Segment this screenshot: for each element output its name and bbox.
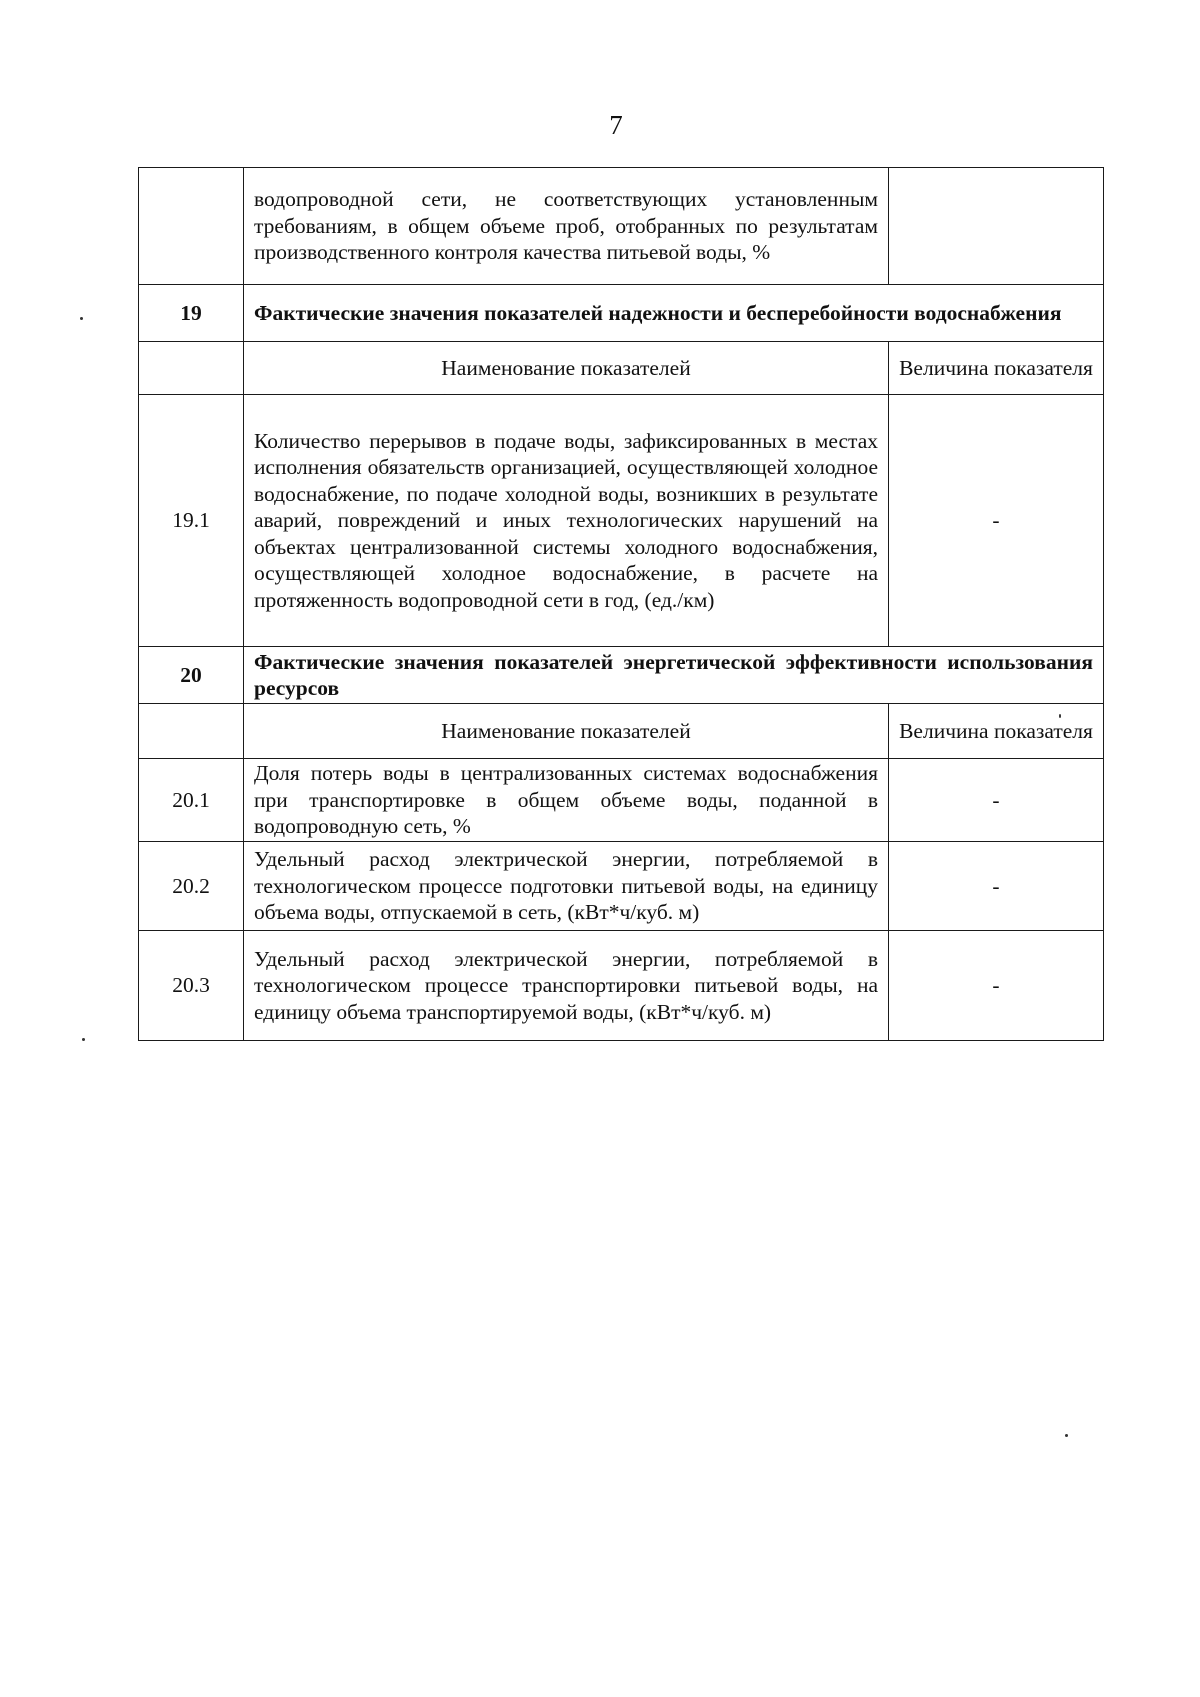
scan-speck [80, 317, 83, 320]
indicator-description: Удельный расход электрической энергии, потребляемой в технологическом процессе подготовки питьевой воды, на единицу объема воды, отпускаемой в сеть, (кВт*ч/куб. м) [244, 842, 889, 931]
row-number: 19.1 [139, 395, 244, 647]
scan-speck [1065, 1434, 1068, 1437]
section-row [139, 285, 1104, 342]
section-number: 19 [139, 285, 244, 342]
header-indicator-value: Величина показателя [889, 704, 1104, 759]
indicator-value: - [889, 759, 1104, 842]
section-title: Фактические значения показателей надежности и бесперебойности водоснабжения [244, 285, 1104, 342]
indicator-value: - [889, 842, 1104, 931]
row-number [139, 168, 244, 285]
section-number: 20 [139, 647, 244, 704]
page-number: 7 [609, 110, 623, 140]
row-number: 20.1 [139, 759, 244, 842]
row-number: 20.3 [139, 931, 244, 1041]
section-title: Фактические значения показателей энергетической эффективности использования ресурсов [244, 647, 1104, 704]
column-header-row [139, 342, 1104, 395]
table-row [139, 395, 1104, 647]
indicator-description: Доля потерь воды в централизованных системах водоснабжения при транспортировке в общем объеме воды, поданной в водопроводную сеть, % [244, 759, 889, 842]
header-empty-cell [139, 342, 244, 395]
indicator-description: водопроводной сети, не соответствующих установленным требованиям, в общем объеме проб, отобранных по результатам производственного контроля качества питьевой воды, % [244, 168, 889, 285]
header-indicator-value: Величина показателя [889, 342, 1104, 395]
row-number: 20.2 [139, 842, 244, 931]
column-header-row [139, 704, 1104, 759]
table-row [139, 931, 1104, 1041]
indicators-table [138, 167, 1104, 1041]
continuation-row [139, 168, 1104, 285]
header-indicator-name: Наименование показателей [244, 342, 889, 395]
section-row [139, 647, 1104, 704]
header-empty-cell [139, 704, 244, 759]
table-row [139, 842, 1104, 931]
header-indicator-name: Наименование показателей [244, 704, 889, 759]
indicator-value [889, 168, 1104, 285]
scan-speck [82, 1038, 85, 1041]
scan-speck [1059, 714, 1061, 718]
indicator-description: Удельный расход электрической энергии, потребляемой в технологическом процессе транспортировки питьевой воды, на единицу объема транспортируемой воды, (кВт*ч/куб. м) [244, 931, 889, 1041]
table-row [139, 759, 1104, 842]
indicator-value: - [889, 395, 1104, 647]
indicator-value: - [889, 931, 1104, 1041]
indicator-description: Количество перерывов в подаче воды, зафиксированных в местах исполнения обязательств организацией, осуществляющей холодное водоснабжение, по подаче холодной воды, возникших в результате аварий, повреждений и иных технологических нарушений на объектах централизованной системы холодного водоснабжения, осуществляющей холодное водоснабжение, в расчете на протяженность водопроводной сети в год, (ед./км) [244, 395, 889, 647]
